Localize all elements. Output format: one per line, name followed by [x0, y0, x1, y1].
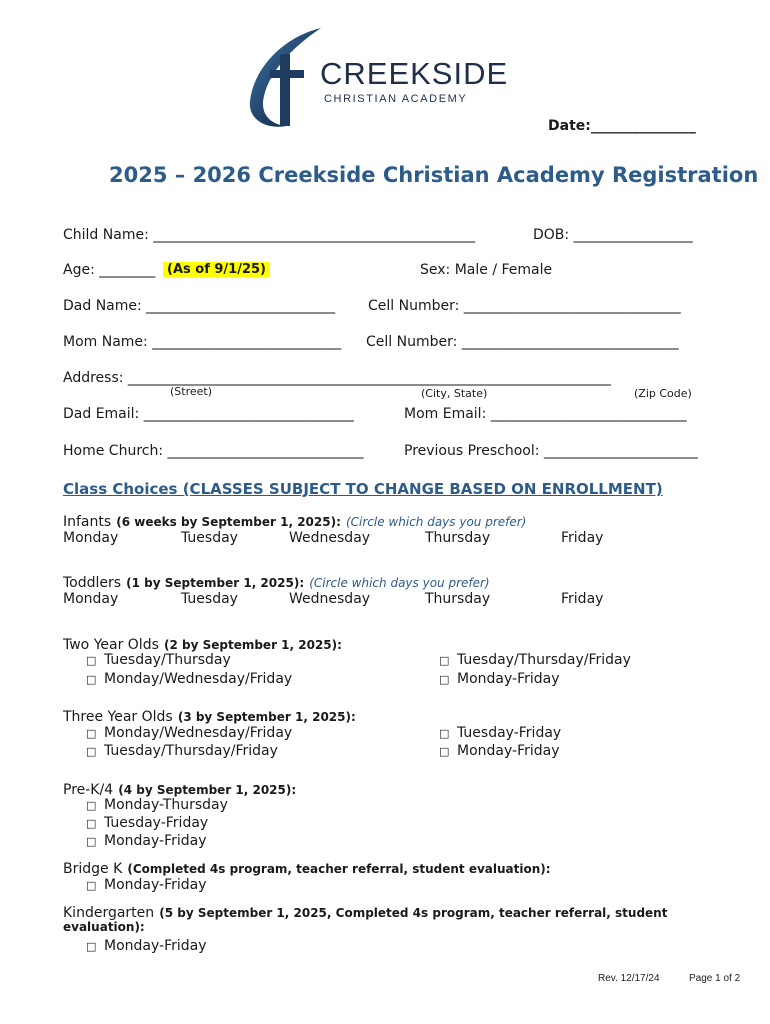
toddlers-day-monday[interactable]: Monday	[63, 591, 119, 607]
address-field[interactable]: Address: _____________________________________________________________________	[63, 370, 611, 386]
logo-main-text: CREEKSIDE	[320, 56, 509, 91]
two-option[interactable]	[439, 671, 560, 687]
prek-req: (4 by September 1, 2025):	[118, 783, 297, 797]
bridge-name: Bridge K	[63, 861, 123, 877]
checkbox-icon[interactable]: □	[86, 817, 97, 830]
page-title: 2025 – 2026 Creekside Christian Academy Registration	[109, 163, 759, 187]
address-street-label: (Street)	[170, 385, 213, 398]
mom-cell-field[interactable]: Cell Number: _______________________________	[366, 334, 679, 350]
two-option-label: Tuesday/Thursday/Friday	[457, 652, 631, 668]
prek-option-label: Monday-Thursday	[104, 797, 228, 813]
two-option[interactable]	[439, 652, 631, 668]
checkbox-icon[interactable]: □	[439, 727, 450, 740]
child-name-field[interactable]: Child Name: ______________________________________________	[63, 227, 476, 243]
bridge-option[interactable]	[86, 877, 207, 893]
two-name: Two Year Olds	[63, 637, 159, 653]
prek-name: Pre-K/4	[63, 782, 114, 798]
prek-option[interactable]	[86, 797, 228, 813]
dad-email-field[interactable]: Dad Email: ______________________________	[63, 406, 354, 422]
prek-heading	[63, 779, 296, 798]
dob-field[interactable]: DOB: _________________	[533, 227, 693, 243]
home-church-field[interactable]: Home Church: ____________________________	[63, 443, 364, 459]
address-zip-label: (Zip Code)	[634, 387, 692, 400]
toddlers-day-thursday[interactable]: Thursday	[425, 591, 491, 607]
prek-option-label: Monday-Friday	[104, 833, 207, 849]
date-field[interactable]: Date:_______________	[548, 118, 696, 134]
dad-name-field[interactable]: Dad Name: ___________________________	[63, 298, 336, 314]
bridge-heading	[63, 858, 551, 877]
two-option-label: Tuesday/Thursday	[104, 652, 231, 668]
infants-heading	[63, 511, 526, 530]
three-option[interactable]	[86, 743, 278, 759]
prek-option[interactable]	[86, 833, 207, 849]
checkbox-icon[interactable]: □	[86, 940, 97, 953]
page-number: Page 1 of 2	[689, 973, 741, 984]
infants-day-monday[interactable]: Monday	[63, 530, 119, 546]
infants-day-thursday[interactable]: Thursday	[425, 530, 491, 546]
prek-option-label: Tuesday-Friday	[104, 815, 209, 831]
revision-label: Rev. 12/17/24	[598, 973, 660, 984]
checkbox-icon[interactable]: □	[86, 799, 97, 812]
three-req: (3 by September 1, 2025):	[177, 710, 356, 724]
checkbox-icon[interactable]: □	[86, 654, 97, 667]
toddlers-req: (1 by September 1, 2025):	[126, 576, 305, 590]
toddlers-day-friday[interactable]: Friday	[561, 591, 604, 607]
mom-name-field[interactable]: Mom Name: ___________________________	[63, 334, 342, 350]
checkbox-icon[interactable]: □	[439, 745, 450, 758]
toddlers-day-tuesday[interactable]: Tuesday	[181, 591, 238, 607]
kinder-heading	[63, 902, 667, 921]
kinder-req-cont: evaluation):	[63, 920, 145, 934]
age-note: (As of 9/1/25)	[163, 262, 270, 277]
toddlers-note: (Circle which days you prefer)	[309, 576, 490, 590]
checkbox-icon[interactable]: □	[439, 673, 450, 686]
toddlers-heading	[63, 572, 490, 591]
infants-day-wednesday[interactable]: Wednesday	[289, 530, 371, 546]
two-option[interactable]	[86, 652, 231, 668]
prek-option[interactable]	[86, 815, 208, 831]
logo	[246, 26, 509, 134]
two-req: (2 by September 1, 2025):	[163, 638, 342, 652]
checkbox-icon[interactable]: □	[86, 745, 97, 758]
two-option[interactable]	[86, 671, 292, 687]
address-city-label: (City, State)	[421, 387, 488, 400]
prev-preschool-field[interactable]: Previous Preschool: ______________________	[404, 443, 698, 459]
mom-email-field[interactable]: Mom Email: ____________________________	[404, 406, 687, 422]
sex-field[interactable]: Sex: Male / Female	[420, 262, 553, 278]
kinder-req: (5 by September 1, 2025, Completed 4s program, teacher referral, student	[159, 906, 668, 920]
checkbox-icon[interactable]: □	[86, 879, 97, 892]
checkbox-icon[interactable]: □	[86, 673, 97, 686]
checkbox-icon[interactable]: □	[439, 654, 450, 667]
kinder-name: Kindergarten	[63, 905, 155, 921]
age-field[interactable]: Age: ________	[63, 262, 156, 278]
three-option[interactable]	[439, 743, 560, 759]
three-option-label: Tuesday-Friday	[457, 725, 562, 741]
bridge-option-label: Monday-Friday	[104, 877, 207, 893]
checkbox-icon[interactable]: □	[86, 835, 97, 848]
two-option-label: Monday/Wednesday/Friday	[104, 671, 293, 687]
three-option[interactable]	[439, 725, 561, 741]
three-option-label: Tuesday/Thursday/Friday	[104, 743, 278, 759]
kinder-option[interactable]	[86, 938, 207, 954]
toddlers-name: Toddlers	[63, 575, 122, 591]
three-heading	[63, 706, 356, 725]
toddlers-day-wednesday[interactable]: Wednesday	[289, 591, 371, 607]
two-heading	[63, 634, 342, 653]
three-option[interactable]	[86, 725, 292, 741]
logo-sub-text: CHRISTIAN ACADEMY	[324, 93, 468, 105]
infants-note: (Circle which days you prefer)	[345, 515, 527, 529]
infants-name: Infants	[63, 514, 112, 530]
three-option-label: Monday-Friday	[457, 743, 560, 759]
dad-cell-field[interactable]: Cell Number: _______________________________	[368, 298, 681, 314]
infants-day-tuesday[interactable]: Tuesday	[181, 530, 238, 546]
three-name: Three Year Olds	[63, 709, 173, 725]
class-choices-heading: Class Choices (CLASSES SUBJECT TO CHANGE BASED ON ENROLLMENT)	[63, 480, 663, 498]
infants-day-friday[interactable]: Friday	[561, 530, 604, 546]
bridge-req: (Completed 4s program, teacher referral, student evaluation):	[127, 862, 551, 876]
three-option-label: Monday/Wednesday/Friday	[104, 725, 293, 741]
infants-req: (6 weeks by September 1, 2025):	[116, 515, 341, 529]
kinder-option-label: Monday-Friday	[104, 938, 207, 954]
two-option-label: Monday-Friday	[457, 671, 560, 687]
checkbox-icon[interactable]: □	[86, 727, 97, 740]
